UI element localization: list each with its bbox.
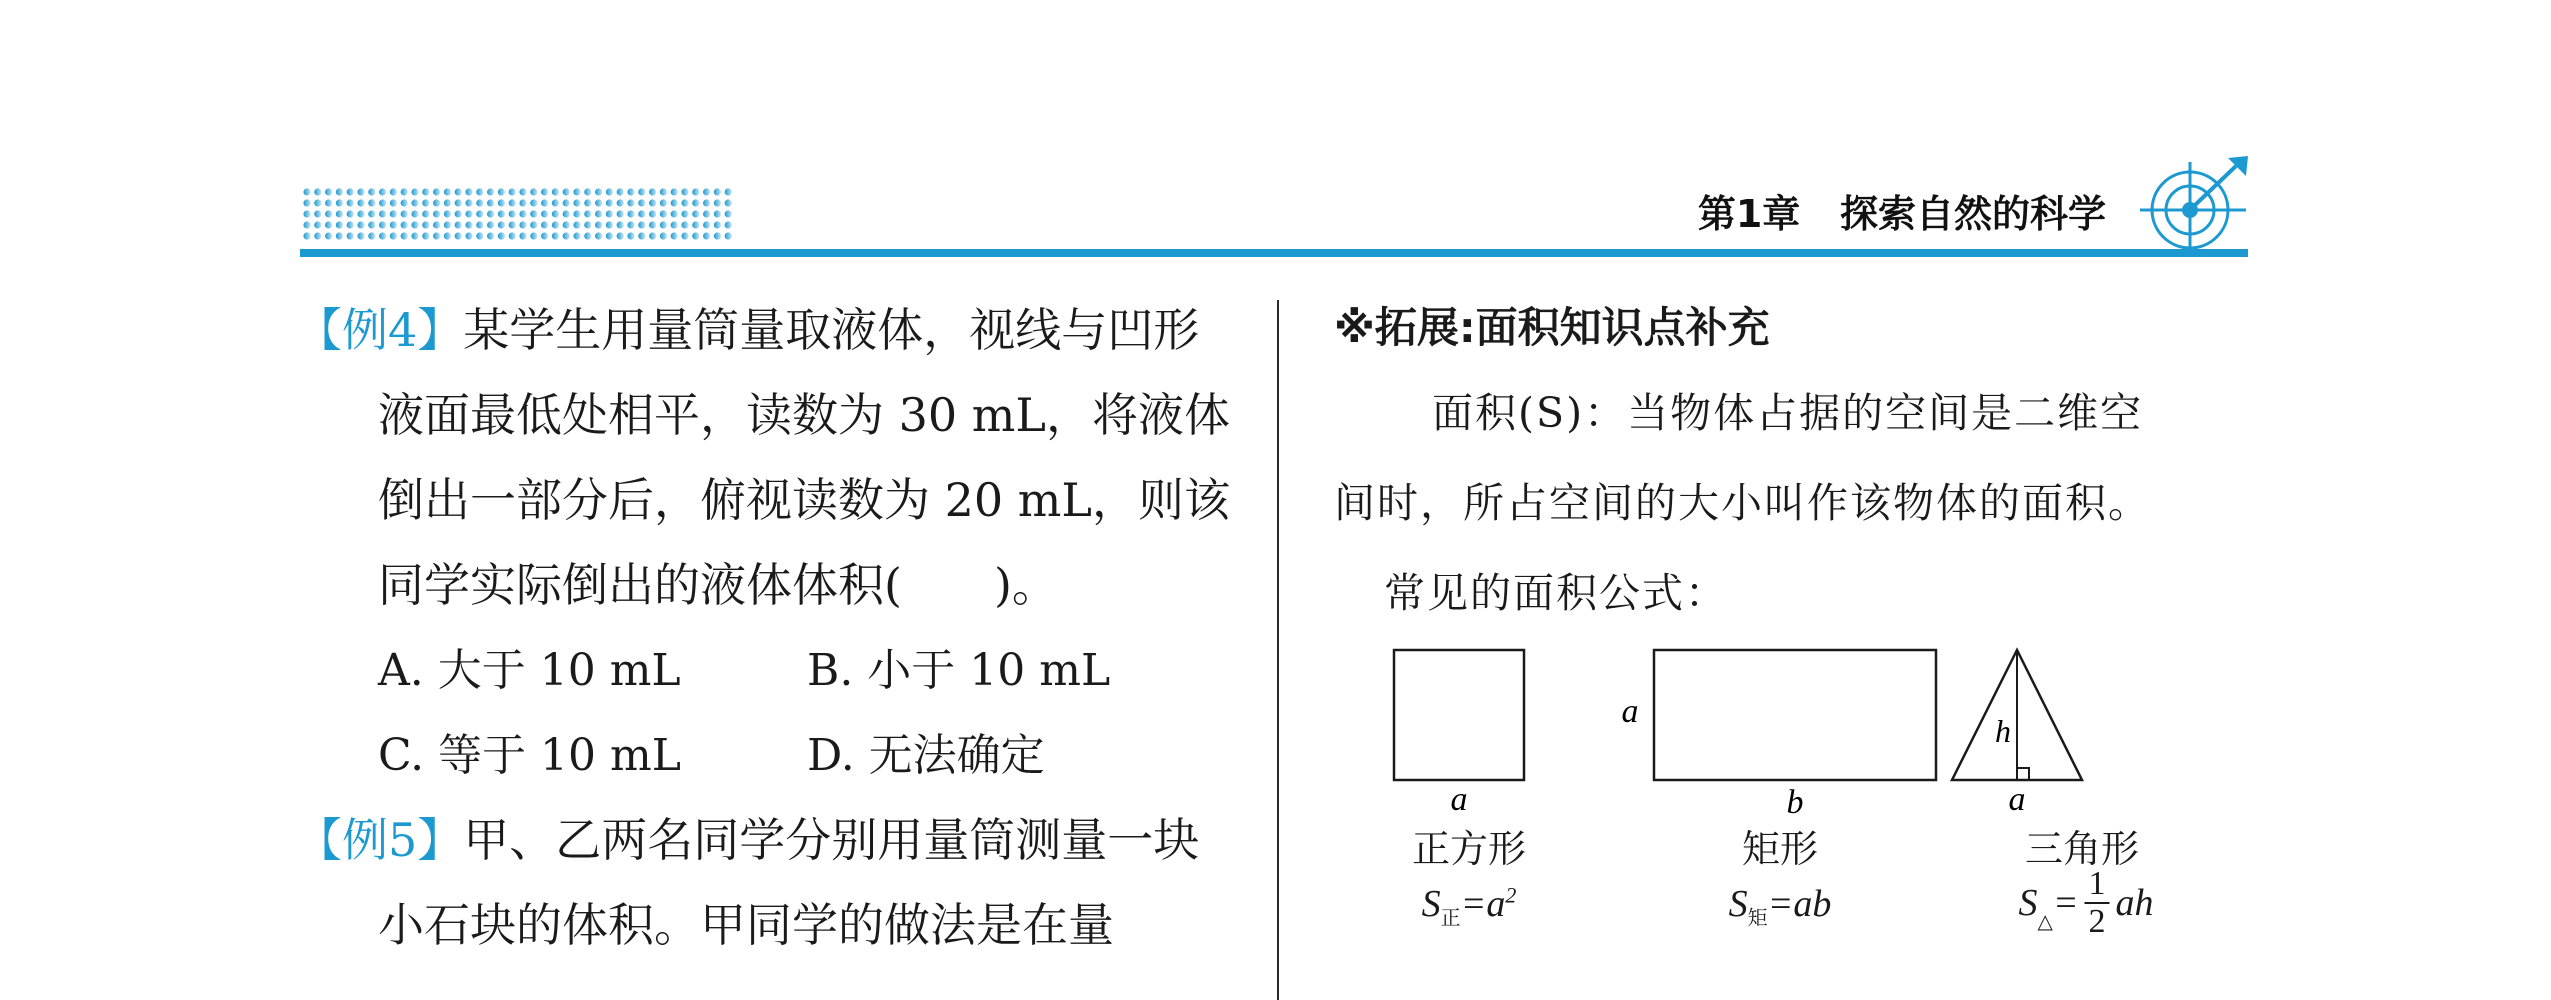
header-dot — [692, 221, 699, 228]
header-dot — [541, 188, 548, 195]
header-dot — [509, 210, 516, 217]
header-dot — [379, 232, 386, 239]
left-column — [296, 288, 1236, 968]
header-dot — [390, 232, 397, 239]
header-dot — [714, 221, 721, 228]
header-dot — [314, 188, 321, 195]
header-dot — [368, 210, 375, 217]
header-dot — [487, 188, 494, 195]
header-dot — [422, 232, 429, 239]
example4-line-2: 液面最低处相平，读数为 30 mL，将液体 — [378, 388, 1230, 442]
header-dot — [606, 199, 613, 206]
header-dot — [671, 210, 678, 217]
header-dot — [347, 188, 354, 195]
header-dot — [336, 232, 343, 239]
header-dot — [563, 232, 570, 239]
header-dot — [703, 221, 710, 228]
header-dot — [660, 199, 667, 206]
header-dot — [347, 210, 354, 217]
example4-line-1: 【例4】某学生用量筒量取液体，视线与凹形 — [296, 303, 1200, 357]
header-dot — [649, 188, 656, 195]
header-dot — [617, 210, 624, 217]
header-dot — [325, 188, 332, 195]
target-arrow-icon — [2136, 154, 2254, 254]
header-dot — [725, 188, 732, 195]
header-dot — [325, 199, 332, 206]
header-dot — [509, 232, 516, 239]
header-dot — [465, 210, 472, 217]
header-dot — [584, 188, 591, 195]
rectangle-formula: $S_矩=ab$ — [1728, 883, 1832, 930]
header-dot — [649, 232, 656, 239]
header-dot — [401, 232, 408, 239]
header-dot — [411, 210, 418, 217]
header-dot — [444, 232, 451, 239]
triangle-name: 三角形 — [2024, 827, 2140, 871]
header-dot — [541, 199, 548, 206]
header-dot — [638, 199, 645, 206]
header-dot — [465, 221, 472, 228]
header-dot — [444, 188, 451, 195]
header-dot — [725, 199, 732, 206]
header-dot — [692, 199, 699, 206]
header-dot — [681, 221, 688, 228]
header-dot — [433, 199, 440, 206]
header-dot — [303, 210, 310, 217]
header-dot — [541, 210, 548, 217]
header-dot — [465, 199, 472, 206]
header-dot — [530, 199, 537, 206]
header-dot — [519, 232, 526, 239]
header-dot — [347, 232, 354, 239]
header-dot — [584, 210, 591, 217]
header-dot — [476, 221, 483, 228]
square-shape — [1394, 650, 1524, 780]
example4-options-row-1 — [296, 628, 1236, 713]
header-dot — [530, 221, 537, 228]
example4-line-3: 倒出一部分后，俯视读数为 20 mL，则该 — [378, 473, 1230, 527]
header-dot — [401, 199, 408, 206]
header-dot — [476, 199, 483, 206]
header-dot — [336, 199, 343, 206]
header-dot — [368, 221, 375, 228]
header-dot — [455, 232, 462, 239]
header-dot — [681, 210, 688, 217]
header-dot — [638, 188, 645, 195]
header-dot — [379, 210, 386, 217]
header-dot — [336, 188, 343, 195]
header-dot — [595, 210, 602, 217]
header-dot — [714, 199, 721, 206]
formula-intro: 常见的面积公式： — [1384, 569, 1728, 617]
header-dot — [379, 188, 386, 195]
square-formula: $S_正=a^2$ — [1421, 882, 1517, 930]
header-dot — [433, 232, 440, 239]
header-dot — [347, 221, 354, 228]
header-dot — [692, 188, 699, 195]
header-dot — [422, 221, 429, 228]
header-dot — [552, 210, 559, 217]
header-dot — [422, 210, 429, 217]
triangle-label-a: a — [2008, 781, 2026, 818]
header-dot — [476, 210, 483, 217]
header-dot — [563, 221, 570, 228]
header-dot — [357, 221, 364, 228]
header-dot — [444, 210, 451, 217]
header-dot — [606, 221, 613, 228]
header-dot — [703, 210, 710, 217]
rect-label-b: b — [1786, 784, 1804, 821]
header-dot — [714, 188, 721, 195]
header-dot — [681, 188, 688, 195]
header-dot — [681, 232, 688, 239]
header-dot — [336, 221, 343, 228]
header-dot — [498, 188, 505, 195]
header-dot — [573, 199, 580, 206]
header-dot — [541, 221, 548, 228]
header-dot — [595, 221, 602, 228]
header-dot — [660, 188, 667, 195]
example5-line-1: 【例5】甲、乙两名同学分别用量筒测量一块 — [296, 813, 1200, 867]
example5-line-2: 小石块的体积。甲同学的做法是在量 — [378, 898, 1114, 952]
header-dot — [487, 210, 494, 217]
header-dot — [617, 188, 624, 195]
column-divider — [1277, 300, 1279, 1000]
option-d: D. 无法确定 — [807, 730, 1045, 781]
header-dot — [487, 221, 494, 228]
header-dot — [411, 188, 418, 195]
header-dot — [649, 210, 656, 217]
option-a: A. 大于 10 mL — [378, 645, 681, 696]
header-dot — [390, 188, 397, 195]
header-dot — [692, 232, 699, 239]
header-dot — [563, 199, 570, 206]
example5-label: 【例5】 — [296, 813, 464, 867]
header-dot — [444, 199, 451, 206]
header-dot — [465, 188, 472, 195]
header-dot — [487, 199, 494, 206]
header-dot — [401, 210, 408, 217]
header-dot — [692, 210, 699, 217]
header-dot — [627, 199, 634, 206]
header-dot — [617, 232, 624, 239]
header-dot — [509, 221, 516, 228]
header-dot — [455, 210, 462, 217]
header-dot — [573, 210, 580, 217]
header-dot — [703, 199, 710, 206]
header-dot — [390, 221, 397, 228]
header-dot — [314, 199, 321, 206]
header-dot — [671, 221, 678, 228]
header-dot — [584, 221, 591, 228]
area-formula-figures — [1334, 630, 2264, 1000]
header-dot — [552, 188, 559, 195]
header-dot — [303, 199, 310, 206]
header-dot-pattern — [302, 186, 734, 242]
header-dot — [368, 199, 375, 206]
header-dot — [725, 232, 732, 239]
header-dot — [455, 199, 462, 206]
right-angle-mark — [2017, 768, 2029, 780]
header-dot — [411, 199, 418, 206]
header-dot — [379, 221, 386, 228]
header-dot — [347, 199, 354, 206]
header-dot — [444, 221, 451, 228]
header-dot — [649, 199, 656, 206]
definition-line-1: 面积(S)：当物体占据的空间是二维空 — [1432, 389, 2144, 437]
header-dot — [606, 210, 613, 217]
header-dot — [563, 210, 570, 217]
header-dot — [498, 232, 505, 239]
header-dot — [509, 199, 516, 206]
header-dot — [530, 188, 537, 195]
header-dot — [379, 199, 386, 206]
header-dot — [357, 188, 364, 195]
header-dot — [303, 188, 310, 195]
header-dot — [584, 199, 591, 206]
header-dot — [498, 210, 505, 217]
header-dot — [530, 210, 537, 217]
header-dot — [595, 199, 602, 206]
header-dot — [671, 188, 678, 195]
header-dot — [519, 199, 526, 206]
header-dot — [519, 188, 526, 195]
header-dot — [595, 188, 602, 195]
header-dot — [303, 232, 310, 239]
header-dot — [325, 221, 332, 228]
header-dot — [390, 210, 397, 217]
header-dot — [314, 210, 321, 217]
header-dot — [357, 199, 364, 206]
header-dot — [455, 221, 462, 228]
header-dot — [627, 188, 634, 195]
header-dot — [498, 199, 505, 206]
square-name: 正方形 — [1411, 827, 1527, 871]
header-dot — [573, 221, 580, 228]
header-dot — [671, 232, 678, 239]
header-dot — [357, 232, 364, 239]
header-dot — [627, 232, 634, 239]
header-dot — [617, 221, 624, 228]
header-dot — [541, 232, 548, 239]
header-dot — [314, 232, 321, 239]
header-dot — [509, 188, 516, 195]
header-dot — [584, 232, 591, 239]
header-dot — [563, 188, 570, 195]
header-dot — [401, 221, 408, 228]
header-dot — [476, 232, 483, 239]
header-dot — [390, 199, 397, 206]
header-dot — [617, 199, 624, 206]
header-dot — [411, 232, 418, 239]
rectangle-shape — [1654, 650, 1936, 780]
header-rule — [300, 249, 2248, 257]
header-dot — [303, 221, 310, 228]
header-dot — [660, 210, 667, 217]
definition-line-2: 间时，所占空间的大小叫作该物体的面积。 — [1334, 479, 2151, 527]
header-dot — [325, 232, 332, 239]
header-dot — [455, 188, 462, 195]
option-b: B. 小于 10 mL — [807, 645, 1111, 696]
header-dot — [552, 199, 559, 206]
header-dot — [401, 188, 408, 195]
chapter-title: 第1章 探索自然的科学 — [1697, 192, 2106, 236]
triangle-formula: S $_\triangle$ = $\frac{1}{2}$ ah — [2018, 865, 2154, 940]
header-dot — [714, 232, 721, 239]
header-dot — [422, 188, 429, 195]
header-dot — [325, 210, 332, 217]
header-dot — [606, 188, 613, 195]
header-dot — [433, 188, 440, 195]
option-c: C. 等于 10 mL — [378, 730, 681, 781]
header-dot — [627, 221, 634, 228]
right-column — [1334, 288, 2264, 638]
header-dot — [433, 210, 440, 217]
header-dot — [433, 221, 440, 228]
header-dot — [660, 232, 667, 239]
header-dot — [606, 232, 613, 239]
header-dot — [649, 221, 656, 228]
header-dot — [725, 221, 732, 228]
header-dot — [465, 232, 472, 239]
header-dot — [422, 199, 429, 206]
header-dot — [573, 232, 580, 239]
header-dot — [638, 210, 645, 217]
rect-label-a: a — [1621, 693, 1639, 730]
header-dot — [552, 232, 559, 239]
header-dot — [703, 188, 710, 195]
triangle-label-h: h — [1995, 713, 2011, 749]
header-dot — [638, 221, 645, 228]
header-dot — [519, 221, 526, 228]
header-dot — [476, 188, 483, 195]
header-dot — [627, 210, 634, 217]
header-dot — [530, 232, 537, 239]
header-dot — [552, 221, 559, 228]
header-dot — [703, 232, 710, 239]
header-dot — [368, 188, 375, 195]
header-dot — [314, 221, 321, 228]
header-dot — [519, 210, 526, 217]
header-dot — [573, 188, 580, 195]
header-dot — [487, 232, 494, 239]
header-dot — [681, 199, 688, 206]
square-label-a: a — [1450, 781, 1468, 818]
fraction-one-half: $\frac{1}{2}$ — [2085, 866, 2110, 940]
header-dot — [671, 199, 678, 206]
example4-options-row-2 — [296, 713, 1236, 798]
header-dot — [638, 232, 645, 239]
header-dot — [725, 210, 732, 217]
extension-title: ※拓展:面积知识点补充 — [1334, 303, 1770, 352]
header-dot — [336, 210, 343, 217]
header-dot — [595, 232, 602, 239]
rectangle-name: 矩形 — [1741, 827, 1819, 871]
header-dot — [714, 210, 721, 217]
example4-label: 【例4】 — [296, 303, 464, 357]
header-dot — [498, 221, 505, 228]
header-dot — [660, 221, 667, 228]
header-dot — [411, 221, 418, 228]
example4-line-4: 同学实际倒出的液体体积( )。 — [378, 558, 1058, 612]
header-dot — [357, 210, 364, 217]
header-dot — [368, 232, 375, 239]
